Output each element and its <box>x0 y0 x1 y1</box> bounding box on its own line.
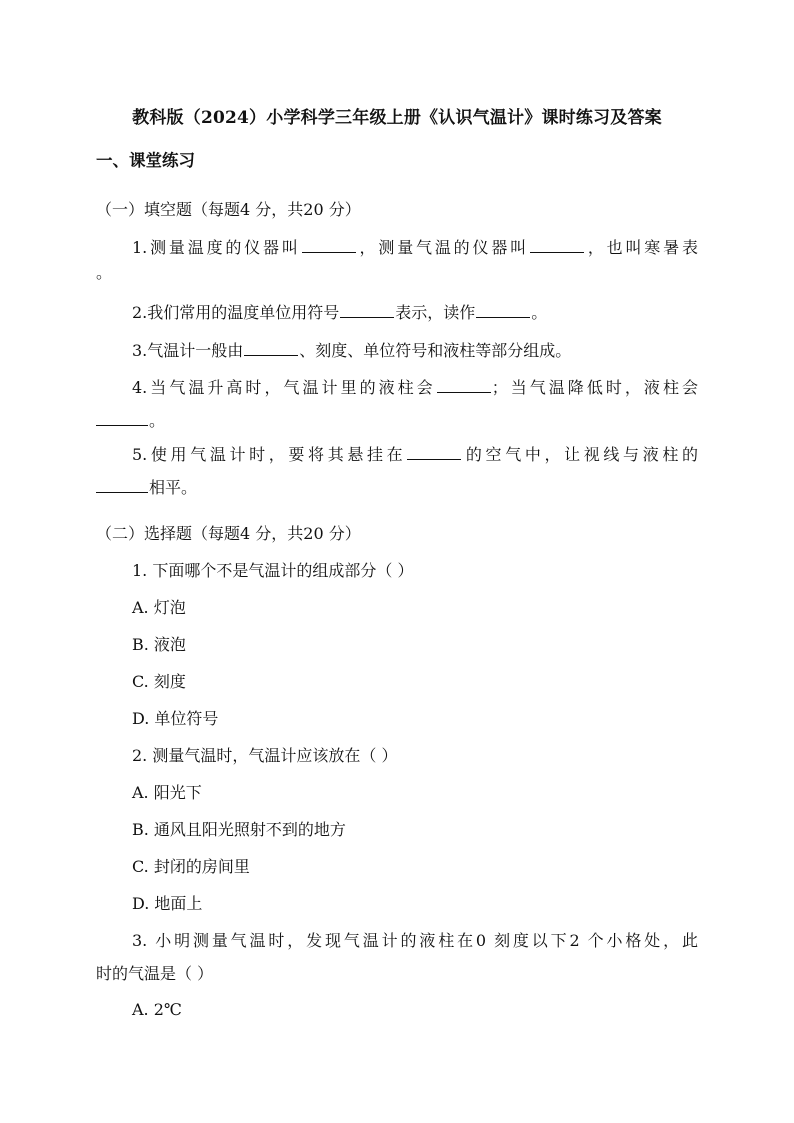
choice-q2-option-b: B. 通风且阳光照射不到的地方 <box>132 820 346 839</box>
choice-q3-option-a: A. 2℃ <box>132 1000 182 1019</box>
answer-blank <box>96 411 148 426</box>
page-title: 教科版（2024）小学科学三年级上册《认识气温计》课时练习及答案 <box>132 108 662 128</box>
fill-q2-text-a: 2.我们常用的温度单位用符号 <box>132 303 340 322</box>
fill-q1-text-c: ，也叫寒暑表 <box>585 238 698 257</box>
fill-q3-text-b: 、刻度、单位符号和液柱等部分组成。 <box>299 341 572 360</box>
fill-q4-text-a: 4.当气温升高时，气温计里的液柱会 <box>132 378 436 397</box>
choice-q2-option-c: C. 封闭的房间里 <box>132 857 250 876</box>
fill-q4-text-b: ；当气温降低时，液柱会 <box>491 378 698 397</box>
fill-q4-text-c: 。 <box>149 411 166 430</box>
choice-q1-option-a: A. 灯泡 <box>132 598 186 617</box>
fill-q5-text-b: 的空气中，让视线与液柱的 <box>462 445 698 464</box>
choice-q2-option-d: D. 地面上 <box>132 894 203 913</box>
answer-blank <box>530 238 584 253</box>
answer-blank <box>244 341 298 356</box>
fill-question-5 <box>132 444 698 466</box>
choice-q2-option-a: A. 阳光下 <box>132 783 202 802</box>
fill-q3-text-a: 3.气温计一般由 <box>132 341 244 360</box>
section-heading-practice: 一、课堂练习 <box>96 151 195 170</box>
fill-question-1 <box>132 237 698 259</box>
choice-question-3: 3. 小明测量气温时，发现气温计的液柱在0 刻度以下2 个小格处，此 <box>132 931 698 950</box>
answer-blank <box>407 445 461 460</box>
fill-q5-text-c: 相平。 <box>149 478 198 497</box>
fill-q1-text-b: ，测量气温的仪器叫 <box>356 238 529 257</box>
fill-q5-text-a: 5.使用气温计时，要将其悬挂在 <box>132 445 407 464</box>
fill-q2-text-b: 表示，读作 <box>395 303 476 322</box>
fill-q1-continuation: 。 <box>96 263 113 282</box>
answer-blank <box>476 303 530 318</box>
fill-q1-text-a: 1.测量温度的仪器叫 <box>132 238 301 257</box>
fill-question-4 <box>132 377 698 399</box>
answer-blank <box>96 478 148 493</box>
choice-q1-option-d: D. 单位符号 <box>132 709 219 728</box>
choice-question-2: 2. 测量气温时，气温计应该放在（ ） <box>132 746 398 765</box>
fill-in-section-header: （一）填空题（每题4 分，共20 分） <box>96 200 361 219</box>
fill-q4-continuation <box>96 410 165 432</box>
choice-q1-option-b: B. 液泡 <box>132 635 186 654</box>
choice-section-header: （二）选择题（每题4 分，共20 分） <box>96 524 361 543</box>
answer-blank <box>340 303 394 318</box>
fill-q5-continuation <box>96 477 197 499</box>
fill-question-3 <box>132 340 571 362</box>
choice-q3-continuation: 时的气温是（ ） <box>96 964 214 983</box>
fill-question-2 <box>132 302 547 324</box>
choice-question-1: 1. 下面哪个不是气温计的组成部分（ ） <box>132 561 414 580</box>
answer-blank <box>302 238 356 253</box>
choice-q1-option-c: C. 刻度 <box>132 672 186 691</box>
answer-blank <box>437 378 491 393</box>
fill-q2-text-c: 。 <box>531 303 548 322</box>
